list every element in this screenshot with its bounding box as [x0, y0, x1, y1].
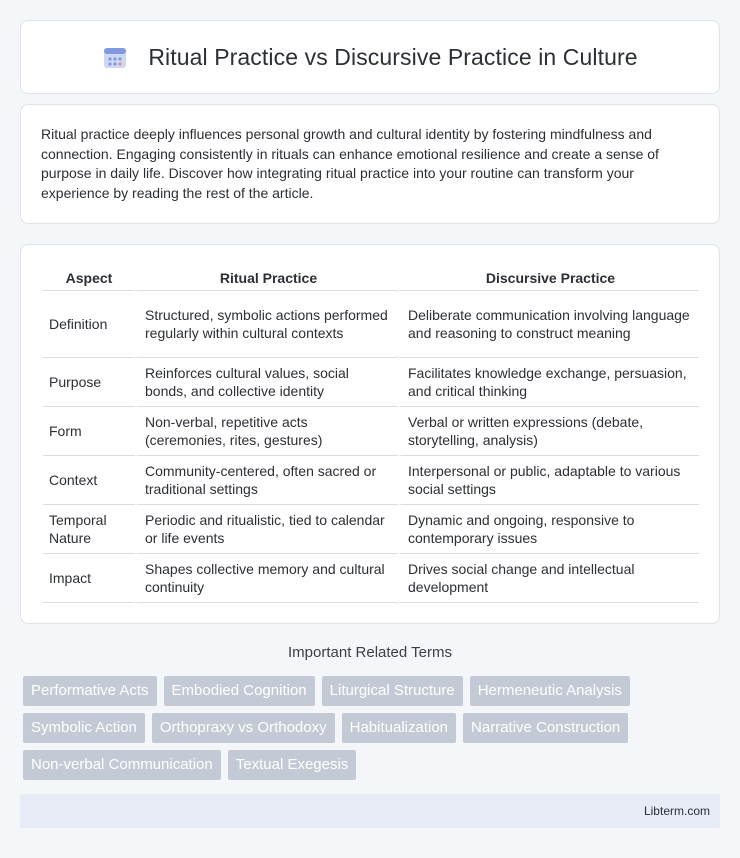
related-term-tag[interactable]: Orthopraxy vs Orthodoxy	[152, 713, 335, 743]
intro-text: Ritual practice deeply influences personal growth and cultural identity by fostering mindfulness and connection. Engaging consistently in rituals can enhance emotional resilience and create a sense of purpose in daily life. Discover how integrating ritual practice into your routine can transform your experience by reading the rest of the article.	[41, 126, 659, 201]
table-row	[43, 407, 699, 456]
related-term-tag[interactable]: Performative Acts	[23, 676, 157, 706]
footer-site-link[interactable]: Libterm.com	[643, 804, 710, 818]
comparison-table	[43, 265, 699, 603]
ritual-cell: Structured, symbolic actions performed regularly within cultural contexts	[135, 291, 398, 358]
aspect-cell: Form	[43, 407, 135, 456]
discursive-cell: Verbal or written expressions (debate, storytelling, analysis)	[398, 407, 699, 456]
related-term-tag[interactable]: Hermeneutic Analysis	[470, 676, 630, 706]
header-aspect: Aspect	[43, 265, 135, 291]
ritual-cell: Non-verbal, repetitive acts (ceremonies, rites, gestures)	[135, 407, 398, 456]
related-term-tag[interactable]: Symbolic Action	[23, 713, 145, 743]
calendar-icon	[102, 44, 128, 70]
related-term-tag[interactable]: Embodied Cognition	[164, 676, 315, 706]
ritual-cell: Periodic and ritualistic, tied to calendar or life events	[135, 505, 398, 554]
related-term-tag[interactable]: Textual Exegesis	[228, 750, 357, 780]
aspect-cell: Impact	[43, 554, 135, 603]
table-row	[43, 554, 699, 603]
footer	[20, 794, 720, 828]
related-terms-list	[23, 676, 723, 787]
ritual-cell: Shapes collective memory and cultural continuity	[135, 554, 398, 603]
comparison-table-card	[20, 244, 720, 624]
table-row	[43, 456, 699, 505]
table-row	[43, 291, 699, 358]
related-term-tag[interactable]: Narrative Construction	[463, 713, 628, 743]
intro-card	[20, 104, 720, 224]
ritual-cell: Community-centered, often sacred or traditional settings	[135, 456, 398, 505]
aspect-cell: Purpose	[43, 358, 135, 407]
aspect-cell: Definition	[43, 291, 135, 358]
related-term-tag[interactable]: Non-verbal Communication	[23, 750, 221, 780]
discursive-cell: Deliberate communication involving language and reasoning to construct meaning	[398, 291, 699, 358]
discursive-cell: Dynamic and ongoing, responsive to contemporary issues	[398, 505, 699, 554]
ritual-cell: Reinforces cultural values, social bonds, and collective identity	[135, 358, 398, 407]
discursive-cell: Drives social change and intellectual development	[398, 554, 699, 603]
header-ritual: Ritual Practice	[135, 265, 398, 291]
discursive-cell: Facilitates knowledge exchange, persuasion, and critical thinking	[398, 358, 699, 407]
aspect-cell: Temporal Nature	[43, 505, 135, 554]
related-term-tag[interactable]: Habitualization	[342, 713, 456, 743]
table-row	[43, 505, 699, 554]
table-row	[43, 358, 699, 407]
header-discursive: Discursive Practice	[398, 265, 699, 291]
aspect-cell: Context	[43, 456, 135, 505]
discursive-cell: Interpersonal or public, adaptable to various social settings	[398, 456, 699, 505]
related-terms-title: Important Related Terms	[288, 644, 452, 661]
header-card	[20, 20, 720, 94]
related-term-tag[interactable]: Liturgical Structure	[322, 676, 463, 706]
page-title: Ritual Practice vs Discursive Practice in Culture	[148, 43, 638, 70]
table-header-row	[43, 265, 699, 291]
